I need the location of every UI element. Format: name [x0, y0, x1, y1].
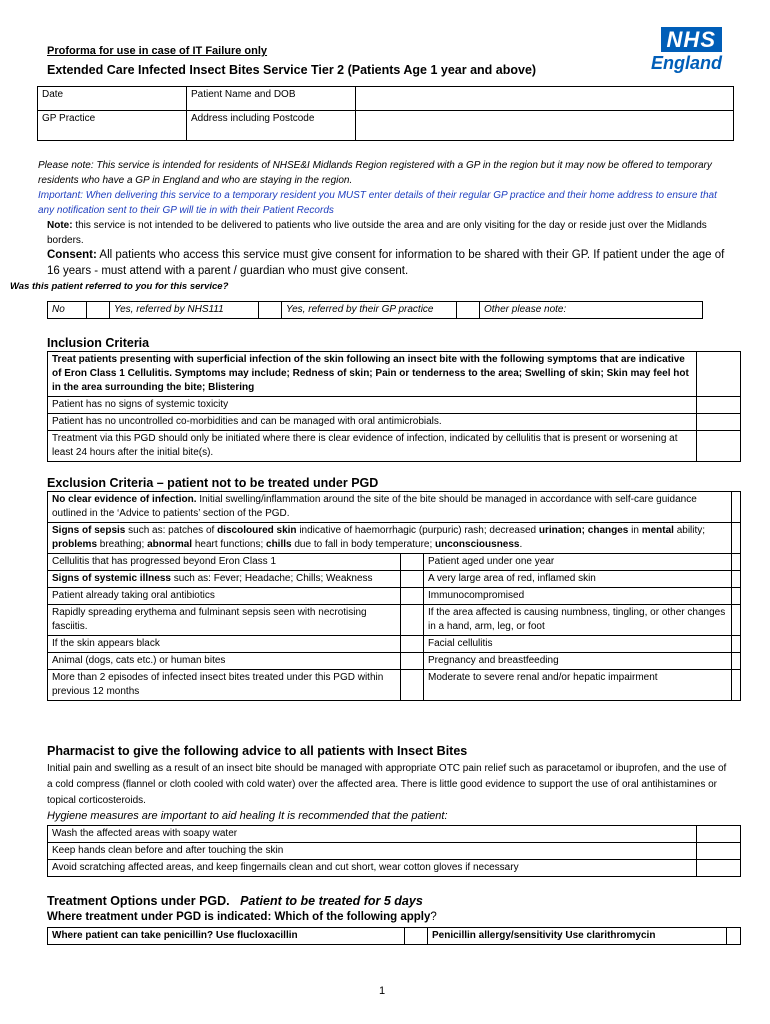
note-text: this service is not intended to be delivered to patients who live outside the area and are only visiting for the day or reside just over the Midlands borders.	[47, 220, 707, 246]
exclusion-no-evidence	[48, 492, 732, 523]
inclusion-row: Treatment via this PGD should only be initiated where there is clear evidence of infection, indicated by cellulitis that is present or worsening at least 24 hours after the initial bite(s).	[48, 431, 697, 462]
service-note: Please note: This service is intended for residents of NHSE&I Midlands Region registered with a GP in the region but it may now be offered to temporary residents who have a GP in England and who are staying in the region.	[38, 160, 712, 186]
sepsis-bold: unconsciousness	[435, 539, 520, 550]
treatment-option-clarithromycin: Penicillin allergy/sensitivity Use clarithromycin	[428, 928, 727, 945]
exclusion-right-item: Facial cellulitis	[424, 636, 732, 653]
exclusion-sepsis	[48, 523, 732, 554]
address-label: Address including Postcode	[187, 111, 356, 141]
inclusion-check-0[interactable]	[697, 352, 741, 397]
sepsis-text: such as: patches of	[125, 525, 218, 536]
exclusion-table	[47, 491, 741, 701]
exclusion-right-check[interactable]	[732, 636, 741, 653]
referral-option-no: No	[48, 302, 87, 319]
area-note	[47, 218, 727, 248]
exclusion-left-item: More than 2 episodes of infected insect bites treated under this PGD within previous 12 months	[48, 670, 401, 701]
hygiene-check[interactable]	[697, 860, 741, 877]
inclusion-heading: Inclusion Criteria	[47, 336, 150, 350]
exclusion-right-item: If the area affected is causing numbness, tingling, or other changes in a hand, arm, leg, or foot	[424, 605, 732, 636]
sepsis-bold: mental	[641, 525, 674, 536]
exclusion-left-item	[48, 571, 401, 588]
advice-text: Initial pain and swelling as a result of an insect bite should be managed with appropriate OTC pain relief such as paracetamol or ibuprofen, and the use of a cold compress (flannel or cloth cooled with cold water) over the affected area. There is little good evidence to support the use of oral antihistamines or topical corticosteroids.	[47, 763, 727, 806]
treatment-heading-text: Treatment Options under PGD.	[47, 894, 230, 908]
exclusion-right-check[interactable]	[732, 571, 741, 588]
exclusion-left-check[interactable]	[401, 554, 424, 571]
inclusion-check-1[interactable]	[697, 397, 741, 414]
sepsis-bold: chills	[266, 539, 292, 550]
date-label: Date	[38, 87, 187, 111]
sepsis-text: in	[628, 525, 642, 536]
exclusion-left-check[interactable]	[401, 571, 424, 588]
hygiene-table	[47, 825, 741, 877]
exclusion-left-item: Cellulitis that has progressed beyond Eron Class 1	[48, 554, 401, 571]
hygiene-intro: Hygiene measures are important to aid healing It is recommended that the patient:	[47, 810, 448, 822]
systemic-illness-bold: Signs of systemic illness	[52, 573, 171, 584]
patient-name-label: Patient Name and DOB	[187, 87, 356, 111]
referral-option-nhs111: Yes, referred by NHS111	[110, 302, 259, 319]
logo-england-text: England	[651, 53, 722, 73]
inclusion-row: Patient has no signs of systemic toxicity	[48, 397, 697, 414]
sepsis-bold: discoloured skin	[217, 525, 297, 536]
treatment-duration: Patient to be treated for 5 days	[240, 894, 423, 908]
exclusion-right-check[interactable]	[732, 588, 741, 605]
treatment-question	[47, 911, 437, 923]
exclusion-heading: Exclusion Criteria – patient not to be treated under PGD	[47, 476, 379, 490]
treatment-option-flucloxacillin: Where patient can take penicillin? Use flucloxacillin	[48, 928, 405, 945]
hygiene-check[interactable]	[697, 843, 741, 860]
exclusion-left-item: Animal (dogs, cats etc.) or human bites	[48, 653, 401, 670]
exclusion-left-item: Patient already taking oral antibiotics	[48, 588, 401, 605]
consent-text: All patients who access this service must give consent for information to be shared with their GP. If patient under the age of 16 years - must attend with a parent / guardian who must give consent.	[47, 249, 725, 277]
sepsis-bold: Signs of sepsis	[52, 525, 126, 536]
page-title: Extended Care Infected Insect Bites Service Tier 2 (Patients Age 1 year and above)	[47, 63, 537, 77]
treatment-table	[47, 927, 741, 945]
exclusion-right-item: Moderate to severe renal and/or hepatic impairment	[424, 670, 732, 701]
clarithromycin-checkbox[interactable]	[727, 928, 741, 945]
sepsis-text: indicative of haemorrhagic (purpuric) rash; decreased	[296, 525, 539, 536]
proforma-note: Proforma for use in case of IT Failure only	[47, 45, 268, 57]
gp-practice-label: GP Practice	[38, 111, 187, 141]
exclusion-left-check[interactable]	[401, 605, 424, 636]
referral-option-gp: Yes, referred by their GP practice	[282, 302, 457, 319]
exclusion-left-check[interactable]	[401, 588, 424, 605]
exclusion-left-check[interactable]	[401, 653, 424, 670]
exclusion-right-item: A very large area of red, inflamed skin	[424, 571, 732, 588]
sepsis-text: ability;	[673, 525, 706, 536]
sepsis-bold: abnormal	[147, 539, 193, 550]
exclusion-right-item: Patient aged under one year	[424, 554, 732, 571]
hygiene-row: Avoid scratching affected areas, and keep fingernails clean and cut short, wear cotton gloves if necessary	[48, 860, 697, 877]
exclusion-right-check[interactable]	[732, 605, 741, 636]
address-field[interactable]	[356, 111, 734, 141]
exclusion-right-check[interactable]	[732, 670, 741, 701]
sepsis-text: heart functions;	[192, 539, 267, 550]
referral-no-checkbox[interactable]	[87, 302, 110, 319]
nhs-logo	[630, 27, 722, 73]
sepsis-text: breathing;	[97, 539, 148, 550]
sepsis-text: .	[519, 539, 523, 550]
treatment-heading	[47, 894, 423, 908]
consent-note	[47, 247, 727, 279]
referral-question: Was this patient referred to you for this service?	[10, 281, 229, 292]
exclusion-left-item: If the skin appears black	[48, 636, 401, 653]
exclusion-check-b[interactable]	[732, 523, 741, 554]
flucloxacillin-checkbox[interactable]	[405, 928, 428, 945]
treatment-question-mark: ?	[430, 911, 437, 923]
sepsis-text: due to fall in body temperature;	[291, 539, 436, 550]
inclusion-check-2[interactable]	[697, 414, 741, 431]
inclusion-table	[47, 351, 741, 462]
logo-nhs-text: NHS	[661, 27, 722, 52]
inclusion-intro: Treat patients presenting with superficial infection of the skin following an insect bite with the following symptoms that are indicative of Eron Class 1 Cellulitis. Symptoms may include; Redness of skin; Pain or tenderness to the area; Swelling of skin; Skin may feel hot in the area surrounding the bite; Blistering	[48, 352, 697, 397]
exclusion-right-check[interactable]	[732, 554, 741, 571]
exclusion-left-check[interactable]	[401, 670, 424, 701]
referral-gp-checkbox[interactable]	[457, 302, 480, 319]
hygiene-row: Keep hands clean before and after touching the skin	[48, 843, 697, 860]
hygiene-row: Wash the affected areas with soapy water	[48, 826, 697, 843]
exclusion-left-item: Rapidly spreading erythema and fulminant sepsis seen with necrotising fasciitis.	[48, 605, 401, 636]
treatment-question-text: Where treatment under PGD is indicated: Which of the following apply	[47, 911, 431, 923]
note-label: Note:	[47, 220, 73, 231]
important-note: Important: When delivering this service to a temporary resident you MUST enter details of their regular GP practice and their home address to ensure that any notification sent to their GP will tie in with their Patient Records	[38, 190, 717, 216]
sepsis-bold: urination; changes	[538, 525, 629, 536]
sepsis-bold: problems	[52, 539, 98, 550]
exclusion-right-item: Pregnancy and breastfeeding	[424, 653, 732, 670]
referral-table	[47, 301, 703, 319]
exclusion-left-check[interactable]	[401, 636, 424, 653]
referral-option-other: Other please note:	[480, 302, 703, 319]
systemic-illness-text: such as: Fever; Headache; Chills; Weakness	[170, 573, 373, 584]
exclusion-no-evidence-bold: No clear evidence of infection.	[52, 494, 197, 505]
consent-label: Consent:	[47, 249, 97, 261]
patient-name-field[interactable]	[356, 87, 734, 111]
exclusion-check-a[interactable]	[732, 492, 741, 523]
inclusion-check-3[interactable]	[697, 431, 741, 462]
exclusion-right-item: Immunocompromised	[424, 588, 732, 605]
page-number: 1	[379, 985, 386, 997]
exclusion-right-check[interactable]	[732, 653, 741, 670]
exclusion-no-evidence-text: Initial swelling/inflammation around the site of the bite should be managed in accordance with self-care guidance outlined in the ‘Advice to patients’ section of the PGD.	[52, 494, 697, 519]
advice-heading: Pharmacist to give the following advice to all patients with Insect Bites	[47, 744, 468, 758]
patient-details-table	[37, 86, 734, 141]
referral-nhs111-checkbox[interactable]	[259, 302, 282, 319]
hygiene-check[interactable]	[697, 826, 741, 843]
inclusion-row: Patient has no uncontrolled co-morbidities and can be managed with oral antimicrobials.	[48, 414, 697, 431]
